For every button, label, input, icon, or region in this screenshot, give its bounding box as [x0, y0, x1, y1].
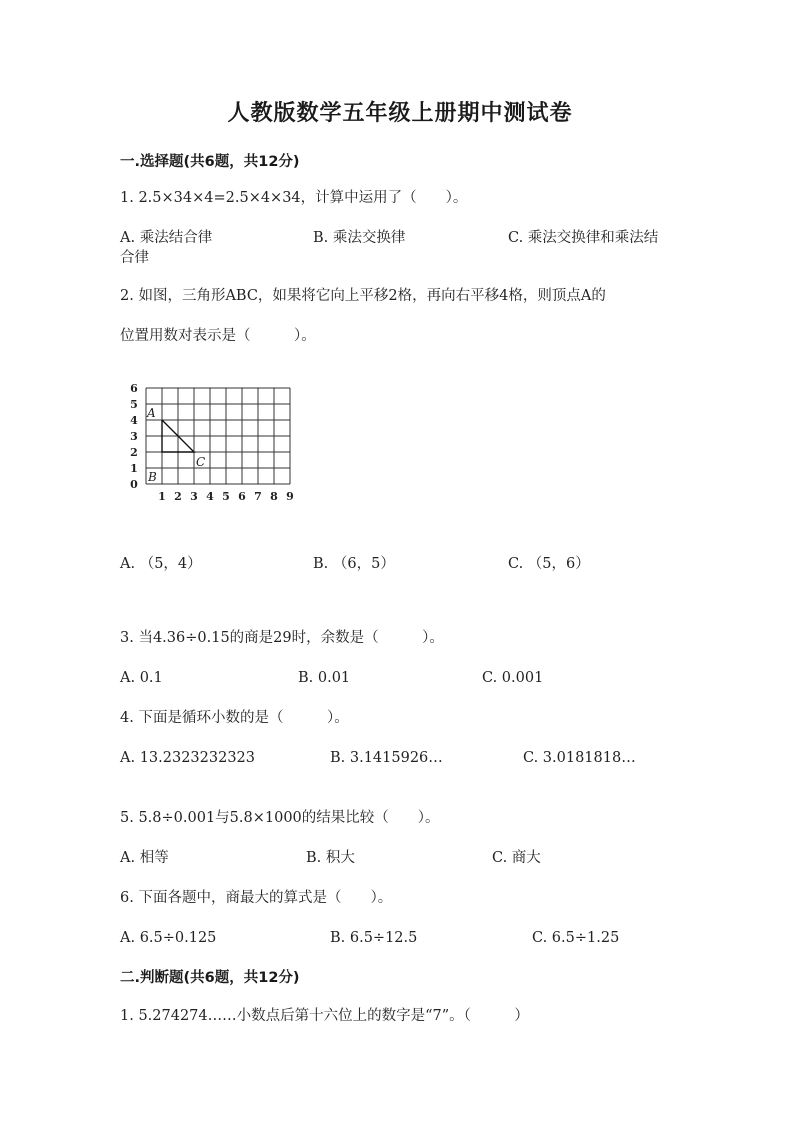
q5-option-a[interactable]: A. 相等 [120, 850, 169, 866]
page-title: 人教版数学五年级上册期中测试卷 [227, 101, 573, 126]
q6-option-a[interactable]: A. 6.5÷0.125 [120, 930, 217, 946]
y-tick-label: 1 [130, 462, 138, 475]
y-tick-label: 4 [130, 414, 138, 427]
x-tick-label: 3 [190, 490, 198, 503]
q1-option-c[interactable]: C. 乘法交换律和乘法结 [508, 230, 659, 246]
q5-option-b[interactable]: B. 积大 [306, 850, 355, 866]
question-2-text-line2: 位置用数对表示是（ ）。 [120, 328, 316, 344]
question-5-text: 5. 5.8÷0.001与5.8×1000的结果比较（ ）。 [120, 810, 440, 826]
x-tick-label: 1 [158, 490, 166, 503]
y-tick-label: 0 [130, 478, 138, 491]
q2-option-a[interactable]: A. （5，4） [120, 556, 202, 572]
q4-option-a[interactable]: A. 13.2323232323 [120, 750, 256, 766]
x-tick-label: 5 [222, 490, 230, 503]
x-tick-label: 7 [254, 490, 262, 503]
q2-option-c[interactable]: C. （5，6） [508, 556, 590, 572]
judgement-question-1-text: 1. 5.274274……小数点后第十六位上的数字是“7”。（ ） [120, 1008, 529, 1024]
y-tick-label: 5 [130, 398, 138, 411]
q3-option-c[interactable]: C. 0.001 [482, 670, 544, 686]
question-2-text-line1: 2. 如图，三角形ABC，如果将它向上平移2格，再向右平移4格，则顶点A的 [120, 288, 606, 304]
coordinate-grid-figure [126, 382, 306, 506]
question-3-text: 3. 当4.36÷0.15的商是29时，余数是（ ）。 [120, 630, 444, 646]
point-label-c: C [196, 455, 206, 469]
q3-option-b[interactable]: B. 0.01 [298, 670, 351, 686]
x-tick-label: 8 [270, 490, 278, 503]
q2-option-b[interactable]: B. （6，5） [313, 556, 395, 572]
section-heading-judgement: 二.判断题(共6题，共12分) [120, 970, 300, 986]
q6-option-c[interactable]: C. 6.5÷1.25 [532, 930, 620, 946]
y-tick-label: 6 [130, 382, 138, 395]
question-6-text: 6. 下面各题中，商最大的算式是（ ）。 [120, 890, 393, 906]
q5-option-c[interactable]: C. 商大 [492, 850, 541, 866]
q1-option-a[interactable]: A. 乘法结合律 [120, 230, 213, 246]
q6-option-b[interactable]: B. 6.5÷12.5 [330, 930, 418, 946]
y-tick-label: 2 [130, 446, 138, 459]
q4-option-c[interactable]: C. 3.0181818… [523, 750, 636, 766]
x-tick-label: 9 [286, 490, 294, 503]
coordinate-grid-svg [126, 382, 306, 506]
point-label-a: A [147, 406, 156, 420]
point-label-b: B [148, 470, 157, 484]
x-tick-label: 4 [206, 490, 214, 503]
section-heading-choice: 一.选择题(共6题，共12分) [120, 154, 300, 170]
question-4-text: 4. 下面是循环小数的是（ ）。 [120, 710, 349, 726]
q4-option-b[interactable]: B. 3.1415926… [330, 750, 443, 766]
q3-option-a[interactable]: A. 0.1 [120, 670, 163, 686]
y-tick-label: 3 [130, 430, 138, 443]
q1-option-c-continued: 合律 [120, 250, 149, 266]
q1-option-b[interactable]: B. 乘法交换律 [313, 230, 406, 246]
question-1-text: 1. 2.5×34×4=2.5×4×34，计算中运用了（ ）。 [120, 190, 468, 206]
x-tick-label: 6 [238, 490, 246, 503]
x-tick-label: 2 [174, 490, 182, 503]
